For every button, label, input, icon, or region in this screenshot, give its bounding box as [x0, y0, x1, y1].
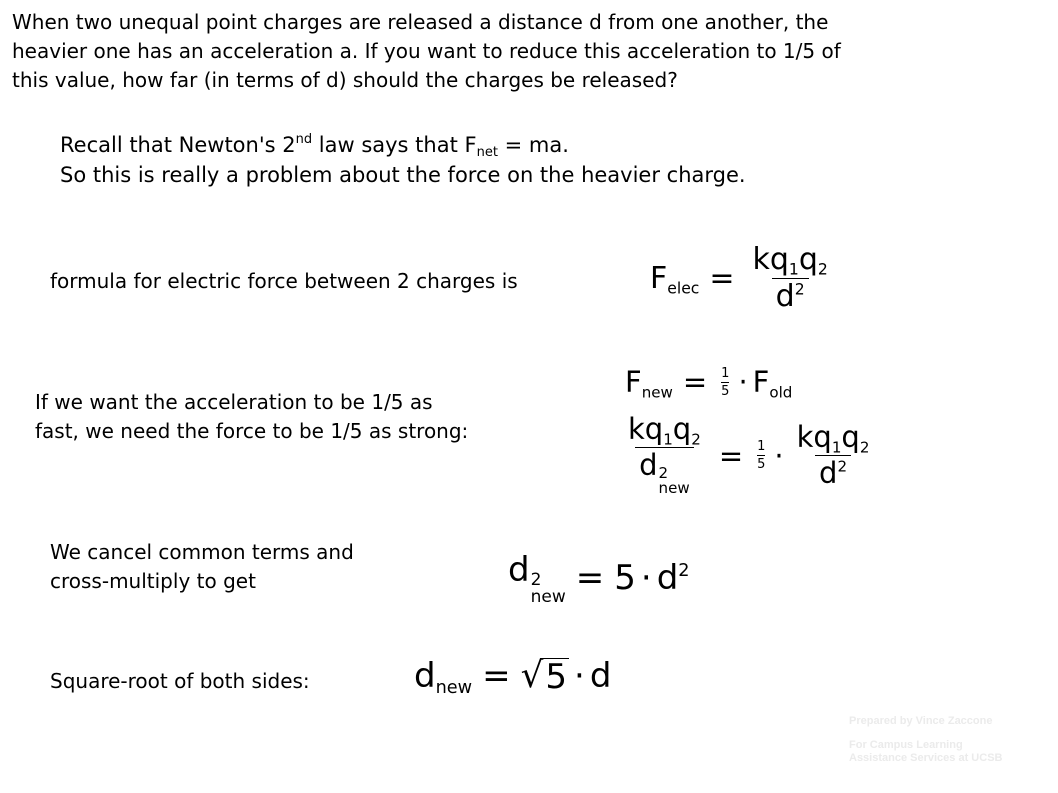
- equals-sign: =: [682, 365, 708, 399]
- fraction-denominator: $d^2$: [772, 278, 809, 312]
- cancel-step-label: [50, 538, 354, 596]
- multiply-dot: ·: [774, 438, 784, 473]
- credit-service: For Campus Learning Assistance Services at UCSB: [849, 739, 1003, 764]
- d-squared: $d^2$: [656, 558, 690, 599]
- force-ratio-equation: [625, 365, 793, 402]
- square-root: [520, 655, 569, 697]
- multiply-dot: ·: [640, 558, 652, 599]
- question-line-1: When two unequal point charges are released a distance d from one another, the: [12, 10, 829, 34]
- multiply-dot: ·: [574, 656, 585, 696]
- equals-sign: =: [709, 261, 735, 296]
- f-old-symbol: $F_{old}$: [752, 365, 793, 402]
- d-new-squared: d 2 new: [508, 550, 566, 608]
- d-new-symbol: $d_{new}$: [414, 656, 473, 699]
- fraction-numerator: $kq_1q_2$: [752, 242, 828, 279]
- credit-author: Prepared by Vince Zaccone: [849, 715, 993, 727]
- equals-sign: =: [482, 656, 511, 696]
- radical-sign: √: [520, 655, 544, 697]
- fraction-step-line-1: If we want the acceleration to be 1/5 as: [35, 390, 433, 414]
- multiply-dot: ·: [738, 365, 748, 399]
- sqrt-step-label: Square-root of both sides:: [50, 669, 310, 693]
- radicand: 5: [545, 657, 568, 697]
- left-fraction: $kq_1q_2$ d 2 new: [628, 412, 701, 498]
- force-symbol: $F_{elec}$: [650, 261, 700, 298]
- cancel-step-line-1: We cancel common terms and: [50, 540, 354, 564]
- question-text: [12, 8, 841, 95]
- question-line-2: heavier one has an acceleration a. If you want to reduce this acceleration to 1/5 of: [12, 39, 841, 63]
- coulomb-ratio-equation: [620, 412, 877, 498]
- d-symbol: d: [589, 656, 612, 696]
- d-new-squared-equation: [508, 550, 690, 606]
- f-new-symbol: $F_{new}$: [625, 365, 673, 402]
- coulomb-fraction: [749, 242, 832, 314]
- fraction-step-label: [35, 388, 468, 446]
- right-fraction: $\frac{kq_1q_2}{d^2}$: [796, 420, 870, 491]
- cancel-step-line-2: cross-multiply to get: [50, 569, 256, 593]
- equals-sign: =: [718, 438, 744, 473]
- recall-line-2: So this is really a problem about the force on the heavier charge.: [60, 163, 746, 187]
- one-fifth-fraction: $\frac{1}{5}$: [757, 439, 766, 473]
- formula-label: formula for electric force between 2 charges is: [50, 269, 518, 293]
- d-new-equation: [414, 655, 612, 699]
- question-line-3: this value, how far (in terms of d) should the charges be released?: [12, 68, 678, 92]
- equals-sign: =: [575, 558, 605, 599]
- electric-force-equation: [650, 242, 836, 314]
- recall-note: [60, 130, 746, 190]
- recall-line-1: Recall that Newton's 2nd law says that $F_{net}$ = ma.: [60, 132, 569, 160]
- fraction-step-line-2: fast, we need the force to be 1/5 as strong:: [35, 419, 469, 443]
- one-fifth-fraction: $\frac{1}{5}$: [721, 365, 730, 399]
- coefficient: 5: [614, 558, 636, 599]
